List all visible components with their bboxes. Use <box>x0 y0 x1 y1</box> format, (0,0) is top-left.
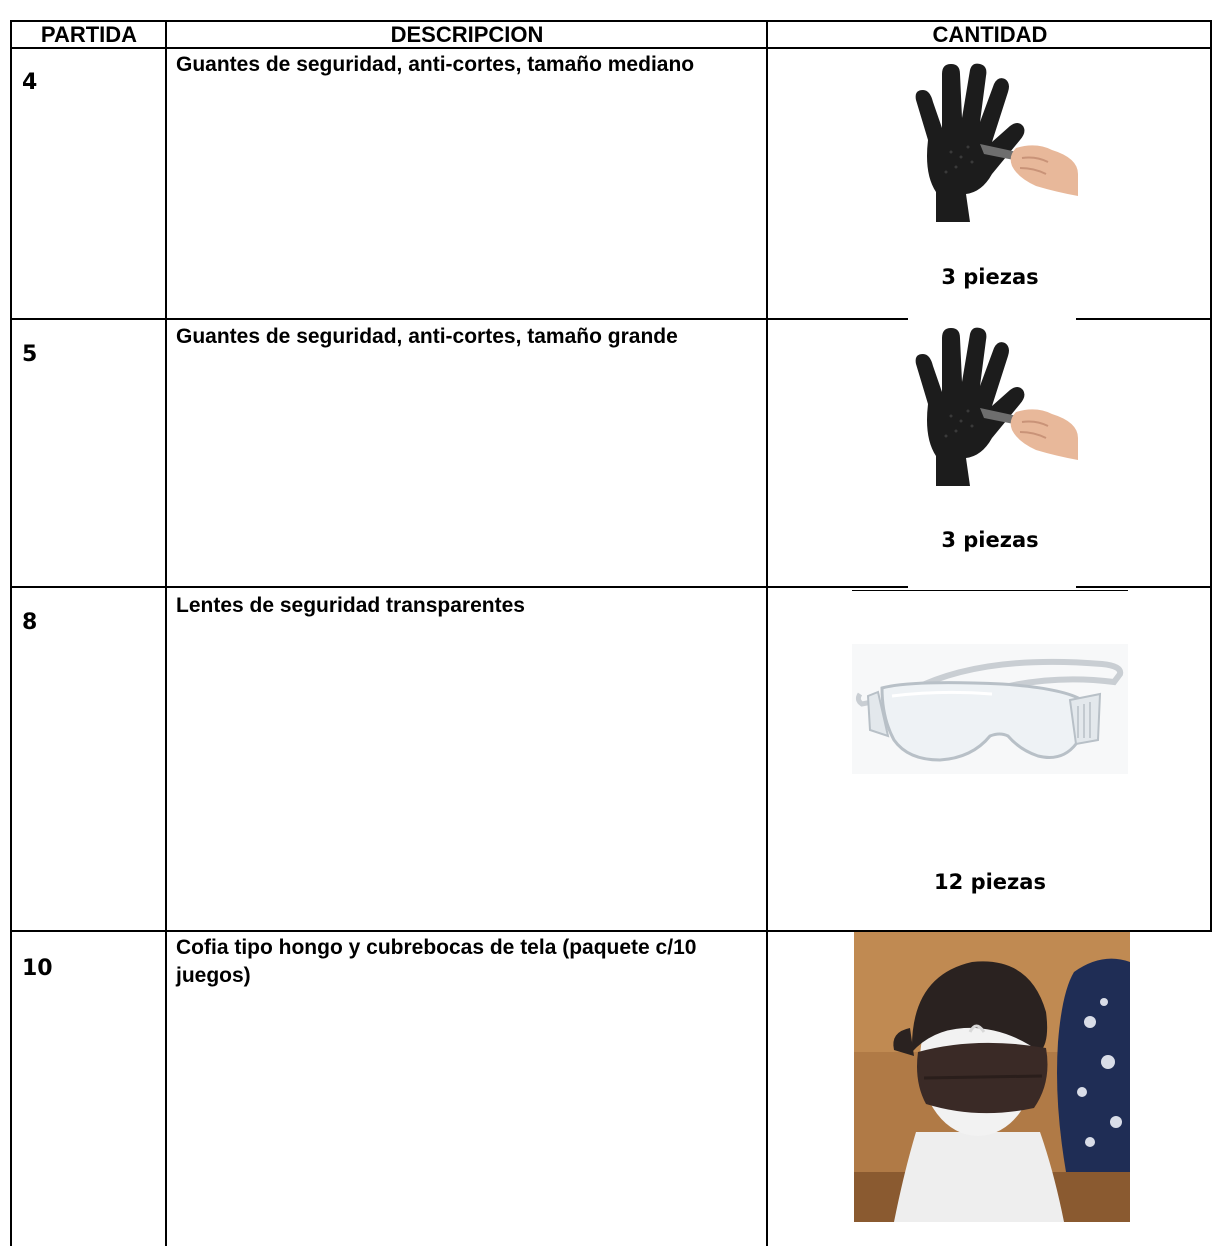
header-partida: PARTIDA <box>40 22 138 47</box>
row-divider-1a <box>10 318 908 320</box>
header-cantidad: CANTIDAD <box>932 22 1048 47</box>
row-divider-1b <box>1076 318 1212 320</box>
black-cut-resistant-glove-icon <box>906 326 1078 488</box>
row-2-cantidad: 3 piezas <box>941 528 1039 552</box>
row-3-cantidad: 12 piezas <box>934 870 1046 894</box>
row-1-descripcion: Guantes de seguridad, anti-cortes, tamaño mediano <box>176 53 695 76</box>
row-1-cantidad: 3 piezas <box>941 265 1039 289</box>
row-divider-2b <box>1076 586 1212 588</box>
row-3-partida: 8 <box>22 610 38 635</box>
row-1-partida: 4 <box>22 70 38 95</box>
row-divider-2c <box>852 590 1128 591</box>
row-2-partida: 5 <box>22 342 38 367</box>
row-4-descripcion: Cofia tipo hongo y cubrebocas de tela (paquete c/10 juegos) <box>176 936 697 987</box>
clear-safety-glasses-icon <box>852 644 1128 774</box>
row-3-descripcion: Lentes de seguridad transparentes <box>176 594 525 617</box>
row-divider-2a <box>10 586 908 588</box>
col-line-2 <box>766 22 768 1246</box>
header-descripcion: DESCRIPCION <box>390 22 544 47</box>
row-2-descripcion: Guantes de seguridad, anti-cortes, tamaño grande <box>176 325 678 348</box>
row-4-partida: 10 <box>22 956 53 981</box>
cap-and-mask-on-mannequin-icon <box>854 932 1130 1222</box>
black-cut-resistant-glove-icon <box>906 62 1078 224</box>
col-line-left <box>10 22 12 1246</box>
col-line-1 <box>165 22 167 1246</box>
